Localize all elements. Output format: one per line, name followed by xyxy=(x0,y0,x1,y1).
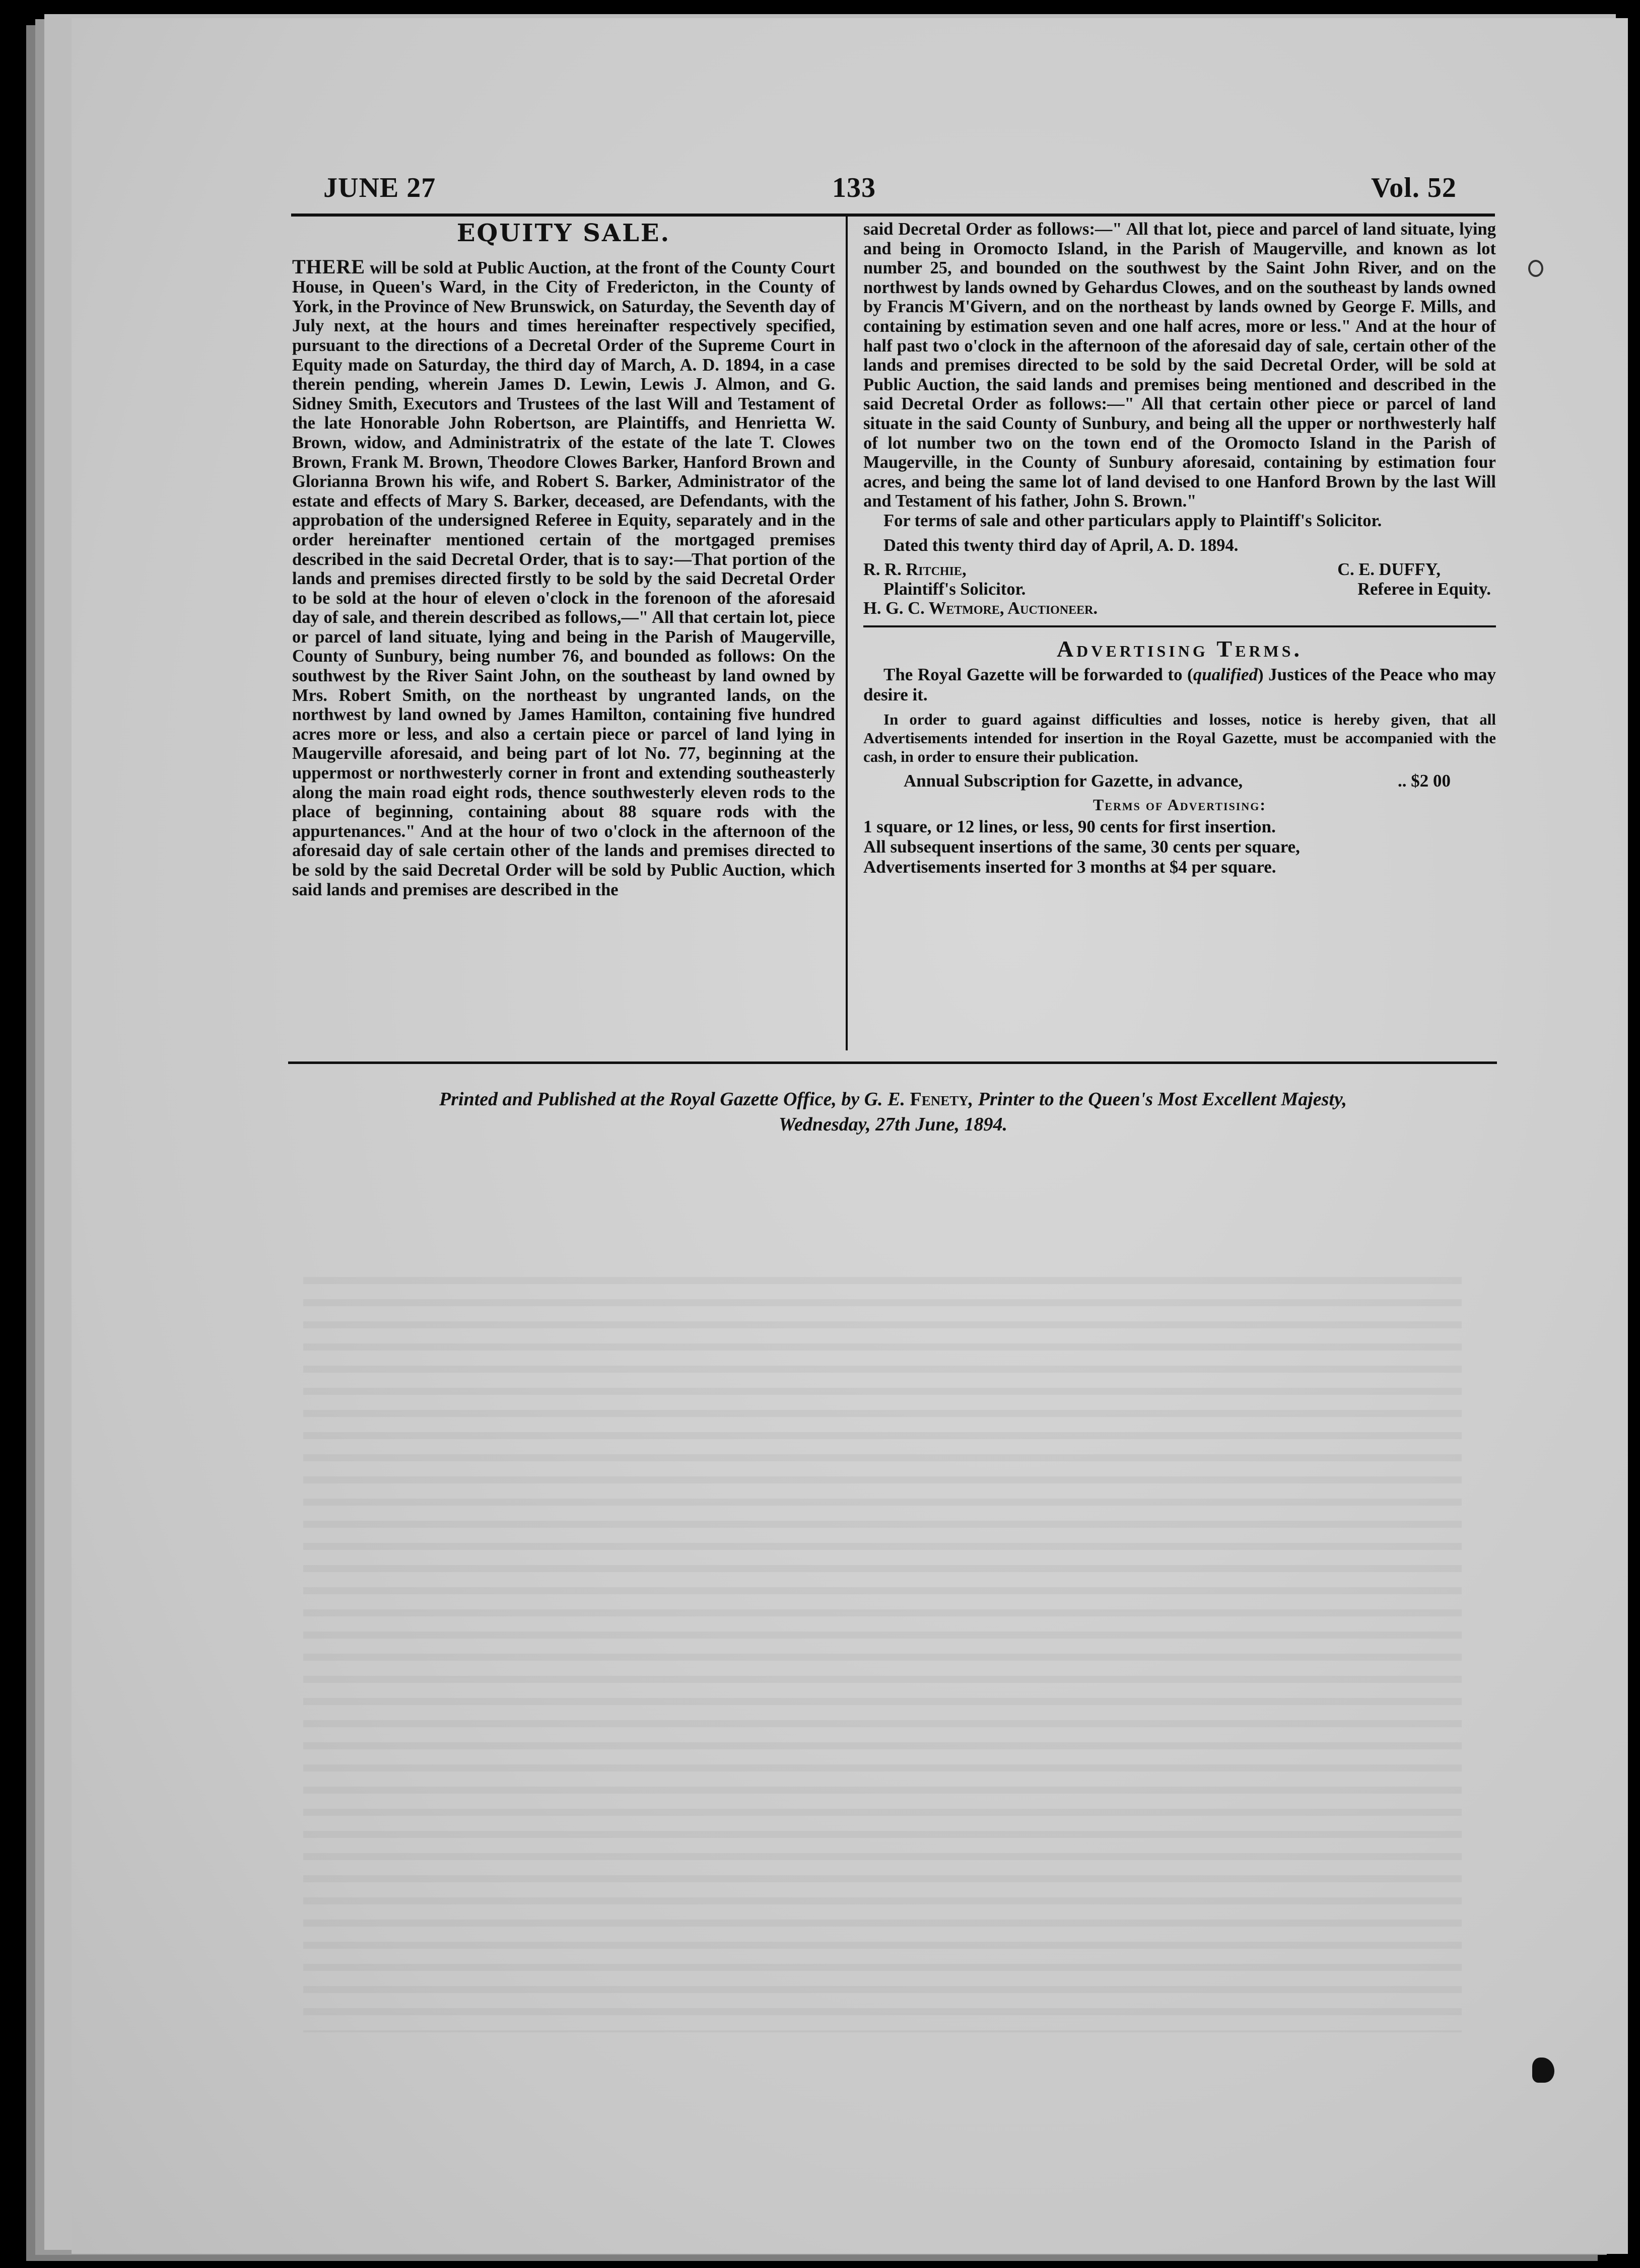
equity-sale-title: EQUITY SALE. xyxy=(456,219,671,247)
advertising-title: Advertising Terms. xyxy=(1056,635,1303,662)
body-left-text: will be sold at Public Auction, at the front of the County Court House, in Queen's Ward, in the City of Fredericton, in the County of York, in the Province of New Brunswick, on Saturday, the Seventh day of July next, at the hours and times hereinafter respectively specified, pursuant to the directions of a Decretal Order of the Supreme Court in Equity made on Saturday, the third day of March, A. D. 1894, in a case therein pending, wherein James D. Lewin, Lewis J. Almon, and G. Sidney Smith, Executors and Trustees of the last Will and Testament of the late Honorable John Robertson, are Plaintiffs, and Henrietta W. Brown, widow, and Administratrix of the estate of the late T. Clowes Brown, Frank M. Brown, Theodore Clowes Barker, Hanford Brown and Glorianna Brown his wife, and Robert S. Barker, Administrator of the estate and effects of Mary S. Barker, deceased, are Defendants, with the approbation of the undersigned Referee in Equity, separately and in the order hereinafter mentioned certain of the mortgaged premises described in the said Decretal Order, that is to say:—That portion of the lands and premises directed firstly to be sold by the said Decretal Order to be sold at the hour of eleven o'clock in the forenoon of the aforesaid day of sale, and therein described as follows,—" All that certain lot, piece or parcel of land situate, lying and being in the Parish of Maugerville, County of Sunbury, being number 76, and bounded as follows: On the southwest by the River Saint John, on the southeast by land owned by Mrs. Robert Smith, on the northeast by ungranted lands, on the northwest by land owned by James Hamilton, containing five hundred acres more or less, and also a certain piece or parcel of land lying in Maugerville aforesaid, and being part of lot No. 77, beginning at the uppermost or northwesterly corner in front and extending southeasterly along the main road eight rods, thence southwesterly eleven rods to the place of beginning, containing about 88 square rods with the appurtenances." And at the hour of two o'clock in the afternoon of the aforesaid day of sale certain other of the lands and premises directed to be sold by the said Decretal Order will be sold by Public Auction, which said lands and premises are described in the xyxy=(292,258,835,899)
column-divider xyxy=(846,217,848,1050)
ink-blot xyxy=(1532,2058,1554,2083)
section-rule xyxy=(863,625,1496,627)
para1-emphasis: qualified xyxy=(1193,665,1258,685)
para1-post: ) Justices of the Peace who may desire it. xyxy=(863,665,1496,705)
header-page-number: 133 xyxy=(832,172,876,203)
solicitor-name: R. R. Ritchie, xyxy=(863,560,967,580)
left-column xyxy=(292,220,835,899)
dated-line: Dated this twenty third day of April, A. D. 1894. xyxy=(883,535,1239,555)
referee-signature xyxy=(1337,560,1496,599)
terms-of-sale-line: For terms of sale and other particulars apply to Plaintiff's Solicitor. xyxy=(883,511,1382,530)
subscription-row xyxy=(863,771,1496,791)
referee-name: C. E. DUFFY, xyxy=(1337,560,1441,580)
solicitor-signature xyxy=(863,560,1026,599)
rate-line-1: 1 square, or 12 lines, or less, 90 cents for first insertion. xyxy=(863,817,1276,837)
header-date: JUNE 27 xyxy=(323,172,436,203)
equity-sale-body-left xyxy=(292,257,835,900)
imprint-post: , Printer to the Queen's Most Excellent Majesty, xyxy=(968,1089,1347,1110)
imprint-pre: Printed and Published at the Royal Gazette Office, by G. E. xyxy=(439,1089,910,1110)
auctioneer-line: H. G. C. Wetmore, Auctioneer. xyxy=(863,599,1098,618)
imprint-printer-name: Fenety xyxy=(910,1089,969,1110)
subscription-label: Annual Subscription for Gazette, in advance, xyxy=(904,771,1243,791)
paper-spot xyxy=(1528,260,1543,277)
terms-heading: Terms of Advertising: xyxy=(1092,796,1267,814)
footer-rule xyxy=(288,1061,1497,1064)
header-rule xyxy=(291,214,1495,217)
equity-sale-body-right: said Decretal Order as follows:—" All that lot, piece and parcel of land situate, lying and being in Oromocto Island, in the Parish of Maugerville, and known as lot number 25, and bounded on the southwest by the Saint John River, and on the northwest by lands owned by Gehardus Clowes, and on the southeast by lands owned by Francis M'Givern, and on the northeast by lands owned by George F. Mills, and containing by estimation seven and one half acres, more or less." And at the hour of half past two o'clock in the afternoon of the aforesaid day of sale, certain other of the lands and premises directed to be sold by the said Decretal Order, will be sold at Public Auction, the said lands and premises being mentioned and described in the said Decretal Order as follows:—" All that certain other piece or parcel of land situate in the said County of Sunbury, and being all the upper or northwesterly half of lot number two on the town end of the Oromocto Island in the Parish of Maugerville, in the County of Sunbury aforesaid, containing by estimation four acres, and being the same lot of land devised to one Hanford Brown by the last Will and Testament of his father, John S. Brown." xyxy=(863,220,1496,511)
rate-line-2: All subsequent insertions of the same, 30 cents per square, xyxy=(863,837,1300,857)
lead-word: THERE xyxy=(292,255,366,278)
page-header xyxy=(72,172,1628,217)
right-column xyxy=(863,220,1496,877)
advertising-para-2: In order to guard against difficulties and losses, notice is hereby given, that all Advertisements intended for insertion in the Royal Gazette, must be accompanied with the cash, in order to ensure their publication. xyxy=(863,711,1496,766)
solicitor-role: Plaintiff's Solicitor. xyxy=(883,579,1026,599)
header-volume: Vol. 52 xyxy=(1371,172,1457,203)
gazette-page xyxy=(72,18,1628,2254)
imprint-line-1 xyxy=(291,1087,1495,1112)
signatures xyxy=(863,560,1496,599)
imprint-footer xyxy=(291,1087,1495,1137)
subscription-price: .. $2 00 xyxy=(1398,771,1451,791)
show-through-texture xyxy=(303,1277,1462,2032)
para1-pre: The Royal Gazette will be forwarded to ( xyxy=(883,665,1193,685)
advertising-para-1 xyxy=(863,665,1496,705)
rate-line-3: Advertisements inserted for 3 months at $4 per square. xyxy=(863,857,1276,877)
imprint-line-2: Wednesday, 27th June, 1894. xyxy=(779,1114,1007,1135)
referee-role: Referee in Equity. xyxy=(1357,579,1491,599)
